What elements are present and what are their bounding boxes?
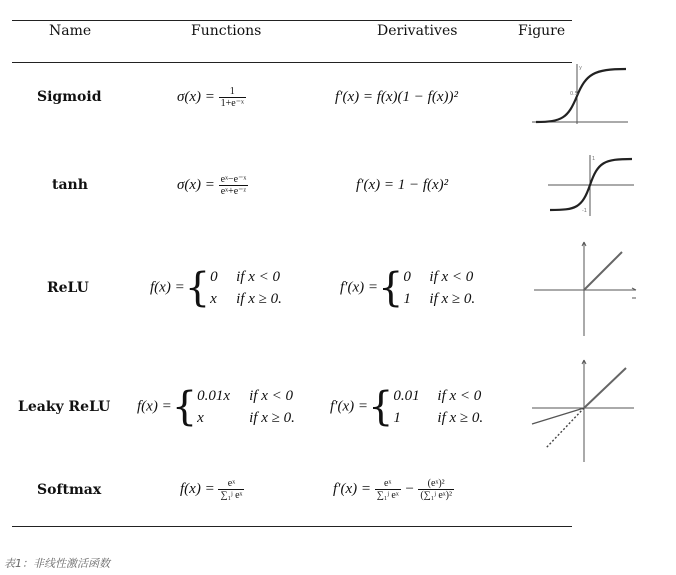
relu-derivative-case1-cond: if x < 0: [429, 269, 474, 285]
table-caption: 表1：非线性激活函数: [4, 557, 110, 570]
tanh-function: [177, 174, 248, 197]
sigmoid-function: [177, 86, 246, 109]
tanh-figure: [546, 152, 636, 218]
header-functions: Functions: [191, 23, 262, 39]
row-name-leaky-relu: Leaky ReLU: [18, 399, 111, 415]
softmax-derivative-den2: (∑₁ʲ eˣ)²: [420, 490, 452, 501]
leaky-relu-derivative-case2-cond: if x ≥ 0.: [437, 410, 484, 426]
row-name-relu: ReLU: [47, 280, 89, 296]
row-name-softmax: Softmax: [37, 482, 102, 498]
relu-function-lhs: f(x) =: [150, 279, 185, 296]
relu-derivative: f′(x) ={ 0 if x < 0 1 if x ≥ 0.: [340, 265, 476, 311]
tanh-top-label: 1: [592, 156, 596, 162]
header-name: Name: [49, 23, 92, 39]
softmax-function-lhs: f(x) =: [180, 480, 215, 497]
sigmoid-figure: [532, 60, 632, 126]
softmax-derivative: [333, 478, 454, 501]
leaky-relu-function-case2-val: x: [197, 410, 204, 426]
softmax-function-den: ∑₁ʲ eˣ: [220, 490, 243, 501]
relu-derivative-case2-val: 1: [403, 291, 411, 307]
sigmoid-derivative: f′(x) = f(x)(1 − f(x))²: [335, 89, 458, 105]
tanh-function-num: eˣ−e⁻ˣ: [220, 174, 247, 185]
leaky-relu-derivative-lhs: f′(x) =: [330, 398, 368, 415]
leaky-relu-function-case2-cond: if x ≥ 0.: [249, 410, 295, 426]
header-figure: Figure: [518, 23, 566, 39]
leaky-relu-derivative-case2-val: 1: [393, 410, 401, 426]
sigmoid-function-num: 1: [219, 86, 246, 98]
sigmoid-function-lhs: σ(x) =: [177, 88, 215, 105]
header-derivatives: Derivatives: [377, 23, 458, 39]
top-rule: [12, 20, 572, 21]
relu-function-case2-val: x: [210, 291, 217, 307]
leaky-relu-function-lhs: f(x) =: [137, 398, 172, 415]
sigmoid-function-den: 1+e⁻ˣ: [220, 98, 244, 109]
softmax-function: [180, 478, 244, 501]
header-rule: [12, 62, 572, 63]
leaky-relu-derivative-case1-cond: if x < 0: [437, 388, 482, 404]
softmax-derivative-num2: (eˣ)²: [418, 478, 454, 490]
relu-function-case1-val: 0: [210, 269, 218, 285]
relu-derivative-case1-val: 0: [403, 269, 411, 285]
row-name-tanh: tanh: [52, 177, 88, 193]
tanh-derivative: f′(x) = 1 − f(x)²: [356, 177, 449, 193]
relu-derivative-case2-cond: if x ≥ 0.: [429, 291, 476, 307]
softmax-derivative-lhs: f′(x) =: [333, 480, 371, 497]
bottom-rule: [12, 526, 572, 527]
softmax-derivative-den1: ∑₁ʲ eˣ: [376, 490, 399, 501]
leaky-relu-derivative: f′(x) ={ 0.01 if x < 0 1 if x ≥ 0.: [330, 384, 484, 430]
relu-function: f(x) ={ 0 if x < 0 x if x ≥ 0.: [150, 265, 282, 311]
sigmoid-y-label: y: [579, 65, 582, 71]
leaky-relu-function-case1-cond: if x < 0: [249, 388, 294, 404]
leaky-relu-function: f(x) ={ 0.01x if x < 0 x if x ≥ 0.: [137, 384, 295, 430]
tanh-function-den: eˣ+e⁻ᶻ: [220, 186, 247, 197]
tanh-function-lhs: σ(x) =: [177, 176, 215, 193]
relu-figure: [532, 238, 642, 338]
leaky-relu-function-case1-val: 0.01x: [197, 388, 231, 404]
softmax-derivative-num1: eˣ: [375, 478, 401, 490]
softmax-function-num: eˣ: [218, 478, 244, 490]
tanh-bottom-label: -1: [582, 208, 587, 214]
relu-function-case2-cond: if x ≥ 0.: [236, 291, 282, 307]
sigmoid-mid-label: 0.5: [570, 91, 578, 97]
relu-function-case1-cond: if x < 0: [236, 269, 281, 285]
row-name-sigmoid: Sigmoid: [37, 89, 102, 105]
softmax-derivative-minus: −: [404, 480, 415, 497]
leaky-relu-figure: [530, 356, 640, 466]
leaky-relu-derivative-case1-val: 0.01: [393, 388, 420, 404]
relu-derivative-lhs: f′(x) =: [340, 279, 378, 296]
